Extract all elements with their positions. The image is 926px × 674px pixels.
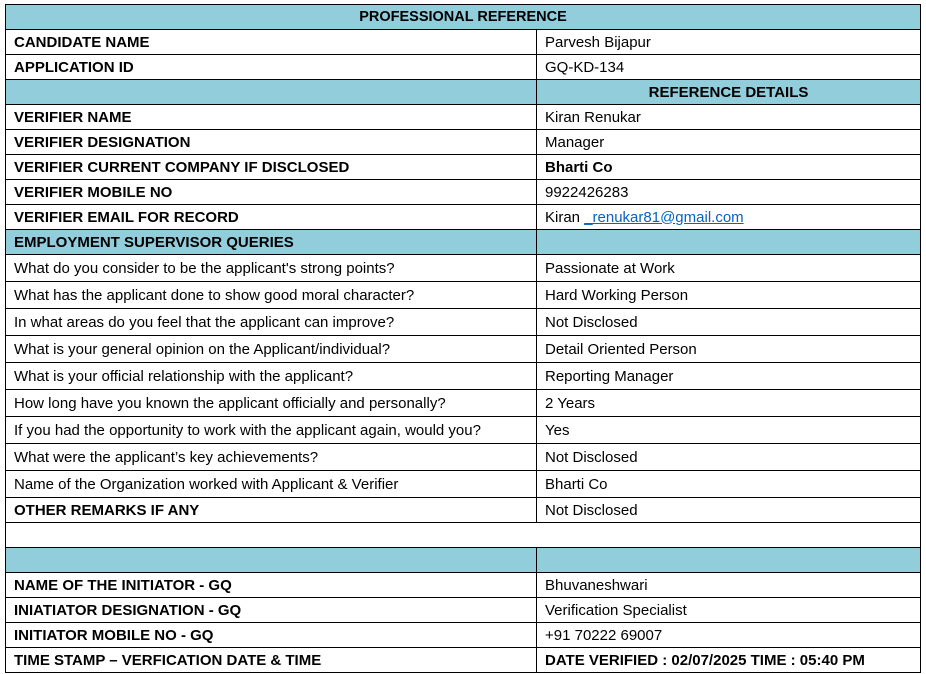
- candidate-name-row: [6, 30, 921, 55]
- initiator-designation-value: Verification Specialist: [537, 598, 921, 623]
- timestamp-row: [6, 648, 921, 673]
- verifier-email-prefix: Kiran: [545, 208, 585, 226]
- blank-spacer-row: [6, 523, 921, 548]
- query-question: What is your official relationship with the applicant?: [6, 363, 537, 390]
- query-row: [6, 282, 921, 309]
- query-row: [6, 363, 921, 390]
- query-question: What were the applicant’s key achievements?: [6, 444, 537, 471]
- verifier-mobile-value: 9922426283: [537, 180, 921, 205]
- verifier-designation-row: [6, 130, 921, 155]
- verifier-designation-value: Manager: [537, 130, 921, 155]
- verifier-email-link[interactable]: _renukar81@gmail.com: [584, 208, 744, 226]
- query-question: In what areas do you feel that the applicant can improve?: [6, 309, 537, 336]
- initiator-header-blank-left: [6, 548, 537, 573]
- initiator-header-blank-right: [537, 548, 921, 573]
- application-id-label: APPLICATION ID: [6, 55, 537, 80]
- query-question: If you had the opportunity to work with the applicant again, would you?: [6, 417, 537, 444]
- initiator-mobile-value: +91 70222 69007: [537, 623, 921, 648]
- reference-header-blank: [6, 80, 537, 105]
- title-row: [6, 5, 921, 30]
- query-row: [6, 444, 921, 471]
- verifier-name-label: VERIFIER NAME: [6, 105, 537, 130]
- verifier-mobile-label: VERIFIER MOBILE NO: [6, 180, 537, 205]
- verifier-email-cell: [537, 205, 921, 230]
- verifier-company-row: [6, 155, 921, 180]
- page-title: PROFESSIONAL REFERENCE: [6, 5, 921, 30]
- query-question: How long have you known the applicant officially and personally?: [6, 390, 537, 417]
- reference-details-header: [6, 80, 921, 105]
- verifier-email-row: [6, 205, 921, 230]
- candidate-name-value: Parvesh Bijapur: [537, 30, 921, 55]
- query-question: What has the applicant done to show good moral character?: [6, 282, 537, 309]
- query-question: Name of the Organization worked with Applicant & Verifier: [6, 471, 537, 498]
- initiator-mobile-label: INITIATOR MOBILE NO - GQ: [6, 623, 537, 648]
- reference-details-title: REFERENCE DETAILS: [537, 80, 921, 105]
- initiator-name-label: NAME OF THE INITIATOR - GQ: [6, 573, 537, 598]
- initiator-mobile-row: [6, 623, 921, 648]
- query-row: [6, 471, 921, 498]
- query-answer: Hard Working Person: [537, 282, 921, 309]
- application-id-value: GQ-KD-134: [537, 55, 921, 80]
- supervisor-queries-header: [6, 230, 921, 255]
- query-row: [6, 309, 921, 336]
- other-remarks-row: [6, 498, 921, 523]
- query-answer: Yes: [537, 417, 921, 444]
- verifier-company-label: VERIFIER CURRENT COMPANY IF DISCLOSED: [6, 155, 537, 180]
- verifier-email-label: VERIFIER EMAIL FOR RECORD: [6, 205, 537, 230]
- professional-reference-table: [5, 4, 921, 673]
- timestamp-value: DATE VERIFIED : 02/07/2025 TIME : 05:40 PM: [537, 648, 921, 673]
- query-row: [6, 390, 921, 417]
- verifier-name-value: Kiran Renukar: [537, 105, 921, 130]
- query-row: [6, 417, 921, 444]
- query-question: What do you consider to be the applicant's strong points?: [6, 255, 537, 282]
- query-question: What is your general opinion on the Applicant/individual?: [6, 336, 537, 363]
- initiator-name-value: Bhuvaneshwari: [537, 573, 921, 598]
- application-id-row: [6, 55, 921, 80]
- initiator-designation-row: [6, 598, 921, 623]
- query-row: [6, 255, 921, 282]
- other-remarks-label: OTHER REMARKS IF ANY: [6, 498, 537, 523]
- query-answer: Reporting Manager: [537, 363, 921, 390]
- initiator-name-row: [6, 573, 921, 598]
- query-answer: Passionate at Work: [537, 255, 921, 282]
- candidate-name-label: CANDIDATE NAME: [6, 30, 537, 55]
- verifier-designation-label: VERIFIER DESIGNATION: [6, 130, 537, 155]
- verifier-name-row: [6, 105, 921, 130]
- query-answer: Not Disclosed: [537, 444, 921, 471]
- query-answer: Not Disclosed: [537, 309, 921, 336]
- supervisor-queries-header-blank: [537, 230, 921, 255]
- other-remarks-value: Not Disclosed: [537, 498, 921, 523]
- initiator-designation-label: INIATIATOR DESIGNATION - GQ: [6, 598, 537, 623]
- verifier-company-value: Bharti Co: [537, 155, 921, 180]
- initiator-header-row: [6, 548, 921, 573]
- query-answer: Bharti Co: [537, 471, 921, 498]
- blank-spacer-cell: [6, 523, 921, 548]
- query-row: [6, 336, 921, 363]
- query-answer: 2 Years: [537, 390, 921, 417]
- timestamp-label: TIME STAMP – VERFICATION DATE & TIME: [6, 648, 537, 673]
- query-answer: Detail Oriented Person: [537, 336, 921, 363]
- supervisor-queries-title: EMPLOYMENT SUPERVISOR QUERIES: [6, 230, 537, 255]
- verifier-mobile-row: [6, 180, 921, 205]
